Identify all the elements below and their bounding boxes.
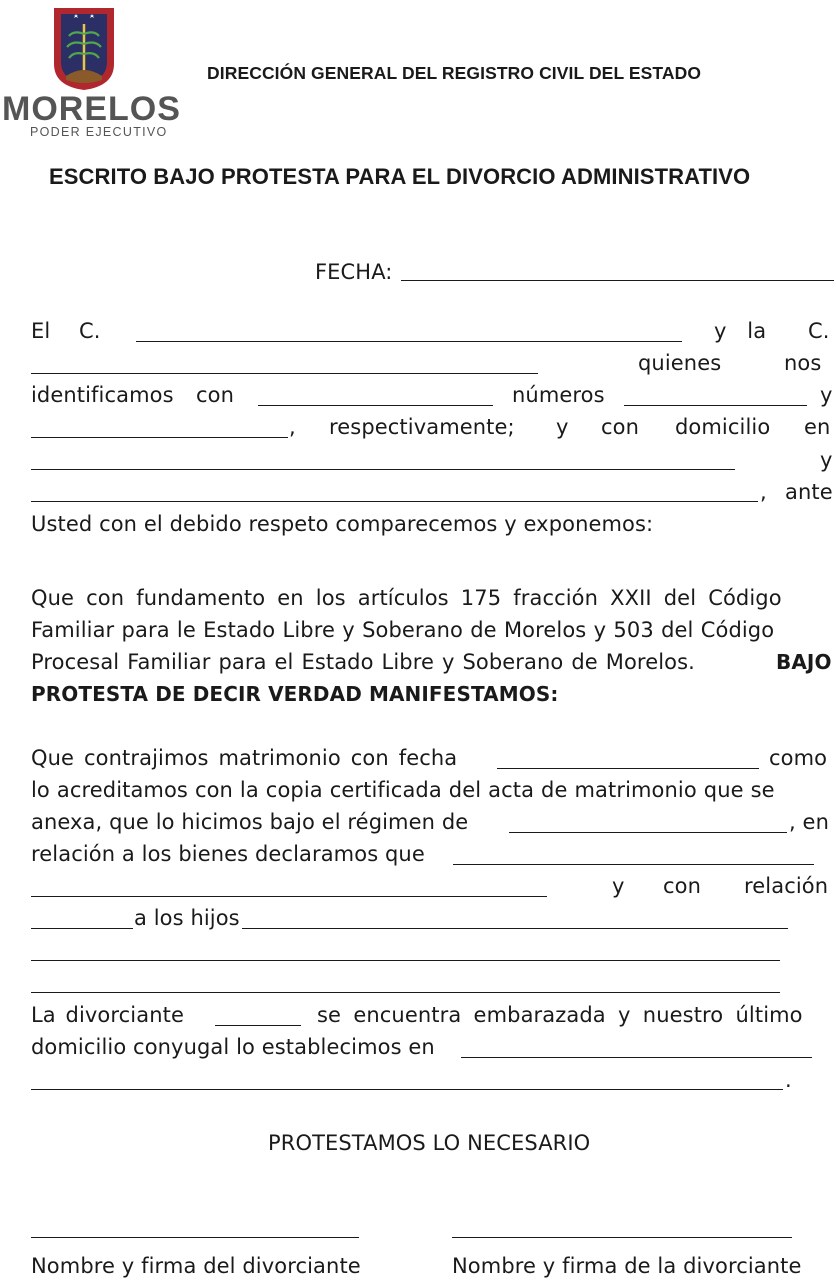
closing-sentence: Usted con el debido respeto comparecemos y exponemos: <box>31 512 654 536</box>
conjugal-address-blank-2[interactable] <box>31 1089 783 1090</box>
word-en: en <box>804 415 831 439</box>
word-como: como <box>769 746 828 770</box>
period: . <box>785 1068 792 1092</box>
word-respectivamente: respectivamente; <box>329 415 515 439</box>
word-el: El <box>31 319 51 343</box>
word-numeros: números <box>512 383 605 407</box>
children-blank-3[interactable] <box>31 992 780 993</box>
bajo-text: BAJO <box>776 650 832 674</box>
pregnancy-blank[interactable] <box>215 1025 301 1026</box>
assets-blank-2[interactable] <box>31 896 547 897</box>
signature-label-la-divorciante: Nombre y firma de la divorciante <box>452 1254 802 1278</box>
logo-subtitle: PODER EJECUTIVO <box>30 125 168 139</box>
coat-of-arms-icon <box>52 6 116 91</box>
fundamento-line-1: Que con fundamento en los artículos 175 fracción XXII del Código <box>31 586 782 610</box>
protestamos-heading: PROTESTAMOS LO NECESARIO <box>268 1131 591 1155</box>
marriage-date-blank[interactable] <box>497 768 759 769</box>
relacion-bienes: relación a los bienes declaramos que <box>31 842 425 866</box>
word-con-2: con <box>601 415 640 439</box>
document-title: ESCRITO BAJO PROTESTA PARA EL DIVORCIO ADMINISTRATIVO <box>49 164 751 189</box>
word-y-4: y <box>612 874 625 898</box>
address-blank-1[interactable] <box>31 469 735 470</box>
logo-wordmark: MORELOS <box>2 90 181 128</box>
conjugal-address-blank-1[interactable] <box>461 1057 812 1058</box>
regime-blank[interactable] <box>509 832 787 833</box>
signature-line-divorciante[interactable] <box>31 1237 359 1238</box>
word-ante: ante <box>785 480 833 504</box>
comma-1: , <box>289 415 296 439</box>
children-prefix-blank[interactable] <box>31 928 133 929</box>
word-relacion: relación <box>744 874 829 898</box>
children-blank-1[interactable] <box>242 928 788 929</box>
a-los-hijos: a los hijos <box>134 906 240 930</box>
morelos-logo <box>0 0 181 145</box>
anexa-text: anexa, que lo hicimos bajo el régimen de <box>31 810 469 834</box>
signature-line-la-divorciante[interactable] <box>452 1237 792 1238</box>
word-y-2: y <box>556 415 569 439</box>
id-blank[interactable] <box>258 405 493 406</box>
comma-2: , <box>760 480 767 504</box>
fundamento-line-2: Familiar para le Estado Libre y Soberano de Morelos y 503 del Código <box>31 618 775 642</box>
children-blank-2[interactable] <box>31 960 780 961</box>
word-con: con <box>196 383 235 407</box>
fecha-blank[interactable] <box>401 280 834 281</box>
comma-en: , en <box>789 810 829 834</box>
se-encuentra: se encuentra embarazada y nuestro último <box>317 1003 803 1027</box>
word-y-la: y la <box>714 319 767 343</box>
word-y-1: y <box>820 383 833 407</box>
word-nos: nos <box>784 351 822 375</box>
number-blank-1[interactable] <box>624 405 807 406</box>
word-y-3: y <box>820 448 833 472</box>
number-blank-2[interactable] <box>31 437 288 438</box>
word-c-2: C. <box>808 319 830 343</box>
name-blank-1[interactable] <box>136 341 682 342</box>
word-identificamos: identificamos <box>31 383 174 407</box>
que-contrajimos: Que contrajimos matrimonio con fecha <box>31 746 458 770</box>
fecha-label: FECHA: <box>315 260 393 284</box>
word-con-3: con <box>663 874 702 898</box>
agency-name: DIRECCIÓN GENERAL DEL REGISTRO CIVIL DEL ESTADO <box>207 63 702 83</box>
signature-label-divorciante: Nombre y firma del divorciante <box>31 1254 361 1278</box>
address-blank-2[interactable] <box>31 501 758 502</box>
la-divorciante: La divorciante <box>31 1003 184 1027</box>
name-blank-2[interactable] <box>31 373 538 374</box>
word-c: C. <box>79 319 101 343</box>
protesta-heading: PROTESTA DE DECIR VERDAD MANIFESTAMOS: <box>31 682 559 706</box>
word-quienes: quienes <box>638 351 722 375</box>
domicilio-conyugal: domicilio conyugal lo establecimos en <box>31 1035 435 1059</box>
acreditamos-line: lo acreditamos con la copia certificada del acta de matrimonio que se <box>31 778 775 802</box>
fundamento-line-3: Procesal Familiar para el Estado Libre y Soberano de Morelos. <box>31 650 695 674</box>
assets-blank-1[interactable] <box>453 864 814 865</box>
word-domicilio: domicilio <box>675 415 771 439</box>
